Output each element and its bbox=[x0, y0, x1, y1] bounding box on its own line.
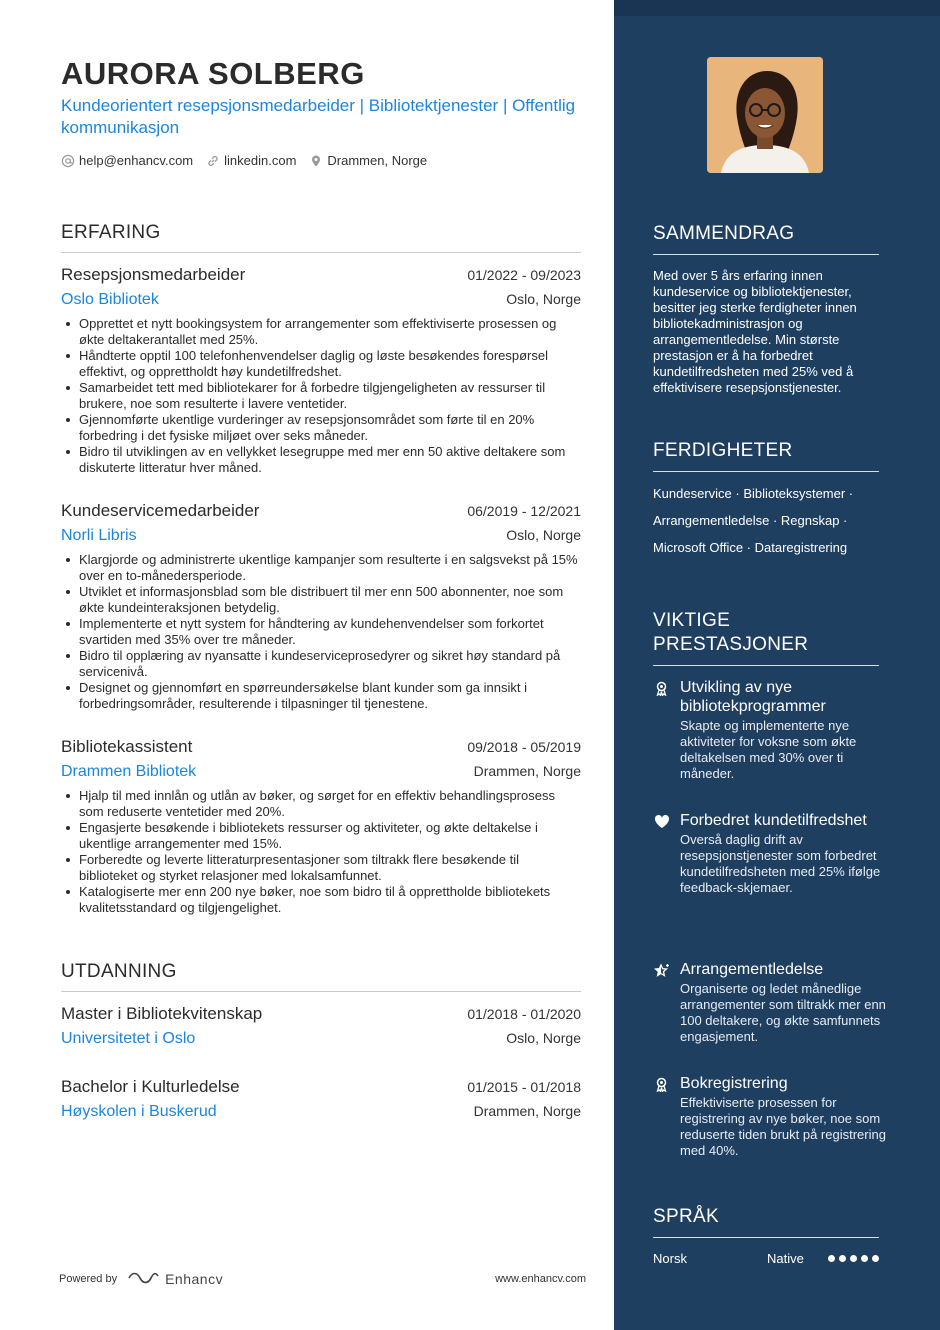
achievement-description: Skapte og implementerte nye aktiviteter for voksne som økte deltakelsen med 30% over ti måneder. bbox=[680, 718, 857, 781]
experience-section-title: ERFARING bbox=[61, 222, 581, 253]
bullet-item: Bidro til utviklingen av en vellykket lesegruppe med mer enn 50 aktive deltakere som diskuterte litteratur hver måned. bbox=[61, 444, 581, 476]
job-dates: 09/2018 - 05/2019 bbox=[467, 739, 581, 755]
contact-location bbox=[309, 153, 427, 168]
languages-section bbox=[653, 1205, 879, 1238]
contact-location-text: Drammen, Norge bbox=[327, 153, 428, 168]
language-name: Norsk bbox=[653, 1251, 687, 1266]
achievement-item bbox=[653, 811, 888, 896]
sidebar bbox=[614, 0, 940, 1330]
powered-by bbox=[59, 1270, 223, 1289]
achievements-title: VIKTIGE PRESTASJONER bbox=[653, 609, 879, 666]
job-role: Bibliotekassistent bbox=[61, 737, 193, 756]
proficiency-dot bbox=[872, 1255, 879, 1262]
bullet-item: Utviklet et informasjonsblad som ble distribuert til mer enn 500 abonnenter, noe som økte kundeinteraksjonen betydelig. bbox=[61, 584, 581, 616]
proficiency-dot bbox=[839, 1255, 846, 1262]
job-bullets bbox=[61, 316, 581, 476]
profile-photo bbox=[707, 57, 823, 173]
skills-line: Microsoft Office · Dataregistrering bbox=[653, 540, 848, 555]
skills-title: FERDIGHETER bbox=[653, 439, 879, 472]
bullet-item: Forberedte og leverte litteraturpresentasjoner som tiltrakk flere besøkende til biblioteket og styrket relasjoner med lokalsamfunnet. bbox=[61, 852, 581, 884]
skills-line: Kundeservice · Biblioteksystemer · bbox=[653, 486, 854, 501]
language-item bbox=[653, 1251, 879, 1266]
achievement-title: Arrangementledelse bbox=[680, 961, 824, 978]
job-role: Kundeservicemedarbeider bbox=[61, 501, 260, 520]
job-company: Norli Libris bbox=[61, 527, 137, 544]
enhancv-logo-icon bbox=[127, 1270, 159, 1289]
candidate-name: AURORA SOLBERG bbox=[61, 56, 365, 91]
education-section-title: UTDANNING bbox=[61, 961, 581, 992]
link-icon bbox=[206, 154, 220, 168]
school: Høyskolen i Buskerud bbox=[61, 1103, 217, 1120]
achievement-title: Utvikling av nye bibliotekprogrammer bbox=[680, 679, 826, 715]
brand-name: Enhancv bbox=[165, 1271, 224, 1287]
footer bbox=[59, 1270, 586, 1288]
footer-website[interactable]: www.enhancv.com bbox=[495, 1273, 586, 1285]
school: Universitetet i Oslo bbox=[61, 1030, 196, 1047]
degree: Bachelor i Kulturledelse bbox=[61, 1077, 240, 1096]
bullet-item: Klargjorde og administrerte ukentlige kampanjer som resulterte i en salgsvekst på 15% over en to-månedersperiode. bbox=[61, 552, 581, 584]
job-dates: 06/2019 - 12/2021 bbox=[467, 503, 581, 519]
summary-title: SAMMENDRAG bbox=[653, 222, 879, 255]
job-location: Drammen, Norge bbox=[473, 763, 581, 779]
at-icon bbox=[61, 154, 75, 168]
skills-line: Arrangementledelse · Regnskap · bbox=[653, 513, 848, 528]
bullet-item: Opprettet et nytt bookingsystem for arrangementer som effektiviserte prosessen og økte deltakerantallet med 25%. bbox=[61, 316, 581, 348]
education-entry bbox=[61, 1077, 581, 1127]
achievements-section bbox=[653, 609, 879, 666]
proficiency-dot bbox=[828, 1255, 835, 1262]
achievement-description: Overså daglig drift av resepsjonstjenester som forbedret kundetilfredsheten med 25% ifølge feedback-skjemaer. bbox=[680, 832, 881, 895]
degree: Master i Bibliotekvitenskap bbox=[61, 1004, 263, 1023]
sidebar-top-strip bbox=[614, 0, 940, 16]
brand-logo[interactable] bbox=[127, 1270, 223, 1289]
achievement-description: Organiserte og ledet månedlige arrangementer som tiltrakk mer enn 100 deltakere, og økte samfunnets engasjement. bbox=[680, 981, 886, 1044]
job-bullets bbox=[61, 788, 581, 916]
bullet-item: Designet og gjennomført en spørreundersøkelse blant kunder som ga innsikt i forbedringsområder, resulterende i tilpasninger til tjenestene. bbox=[61, 680, 581, 712]
powered-by-label: Powered by bbox=[59, 1273, 118, 1285]
bullet-item: Bidro til opplæring av nyansatte i kundeserviceprosedyrer og sikret høy standard på servicenivå. bbox=[61, 648, 581, 680]
language-level: Native bbox=[767, 1251, 804, 1266]
job-entry bbox=[61, 501, 581, 712]
achievement-item bbox=[653, 1074, 888, 1159]
award-ribbon-icon bbox=[653, 680, 670, 697]
achievement-title: Forbedret kundetilfredshet bbox=[680, 812, 867, 829]
achievement-item bbox=[653, 960, 888, 1045]
achievement-description: Effektiviserte prosessen for registrering av nye bøker, noe som reduserte tiden brukt på registrering med 40%. bbox=[680, 1095, 886, 1158]
job-role: Resepsjonsmedarbeider bbox=[61, 265, 246, 284]
education-dates: 01/2018 - 01/2020 bbox=[467, 1006, 581, 1022]
achievement-title: Bokregistrering bbox=[680, 1075, 788, 1092]
contact-email[interactable] bbox=[61, 153, 193, 168]
achievement-item bbox=[653, 678, 888, 782]
bullet-item: Samarbeidet tett med bibliotekarer for å forbedre tilgjengeligheten av ressurser til brukere, noe som resulterte i lavere ventetider. bbox=[61, 380, 581, 412]
skills-list bbox=[653, 480, 879, 561]
job-location: Oslo, Norge bbox=[506, 527, 581, 543]
languages-title: SPRÅK bbox=[653, 1205, 879, 1238]
bullet-item: Engasjerte besøkende i bibliotekets ressurser og aktiviteter, og økte deltakelse i ukentlige arrangementer med 15%. bbox=[61, 820, 581, 852]
job-location: Oslo, Norge bbox=[506, 291, 581, 307]
job-bullets bbox=[61, 552, 581, 712]
bullet-item: Håndterte opptil 100 telefonhenvendelser daglig og løste besøkendes forespørsel effektivt, og opprettholdt høy kundetilfredshet. bbox=[61, 348, 581, 380]
job-company: Oslo Bibliotek bbox=[61, 291, 159, 308]
job-entry bbox=[61, 265, 581, 476]
skills-section bbox=[653, 439, 879, 561]
education-location: Drammen, Norge bbox=[473, 1103, 581, 1119]
bullet-item: Gjennomførte ukentlige vurderinger av resepsjonsområdet som førte til en 20% forbedring i det fysiske miljøet over seks måneder. bbox=[61, 412, 581, 444]
job-dates: 01/2022 - 09/2023 bbox=[467, 267, 581, 283]
contact-email-text: help@enhancv.com bbox=[79, 153, 194, 168]
award-ribbon-icon bbox=[653, 1076, 670, 1093]
job-entry bbox=[61, 737, 581, 916]
bullet-item: Implementerte et nytt system for håndtering av kundehenvendelser som forkortet svartiden med 35% over tre måneder. bbox=[61, 616, 581, 648]
star-sparkle-icon bbox=[653, 962, 670, 979]
contact-bar bbox=[61, 153, 427, 168]
contact-linkedin-text: linkedin.com bbox=[224, 153, 297, 168]
education-location: Oslo, Norge bbox=[506, 1030, 581, 1046]
contact-linkedin[interactable] bbox=[206, 153, 296, 168]
bullet-item: Hjalp til med innlån og utlån av bøker, og sørget for en effektiv behandlingsprosess som reduserte ventetider med 20%. bbox=[61, 788, 581, 820]
proficiency-dot bbox=[850, 1255, 857, 1262]
location-pin-icon bbox=[309, 154, 323, 168]
education-dates: 01/2015 - 01/2018 bbox=[467, 1079, 581, 1095]
language-proficiency-dots bbox=[828, 1255, 879, 1262]
proficiency-dot bbox=[861, 1255, 868, 1262]
education-entry bbox=[61, 1004, 581, 1054]
headline: Kundeorientert resepsjonsmedarbeider | Bibliotektjenester | Offentlig kommunikasjon bbox=[61, 96, 576, 137]
bullet-item: Katalogiserte mer enn 200 nye bøker, noe som bidro til å opprettholde bibliotekets kvalitetsstandard og tilgjengelighet. bbox=[61, 884, 581, 916]
heart-icon bbox=[653, 813, 670, 830]
job-company: Drammen Bibliotek bbox=[61, 763, 197, 780]
summary-section bbox=[653, 222, 879, 396]
summary-text: Med over 5 års erfaring innen kundeservice og bibliotektjenester, besitter jeg sterke ferdigheter innen bibliotekadministrasjon og arrangementledelse. Min største prestasjon er å ha forbedret kundetilfredsheten med 25% ved å effektivisere resepsjonstjenester. bbox=[653, 268, 857, 395]
